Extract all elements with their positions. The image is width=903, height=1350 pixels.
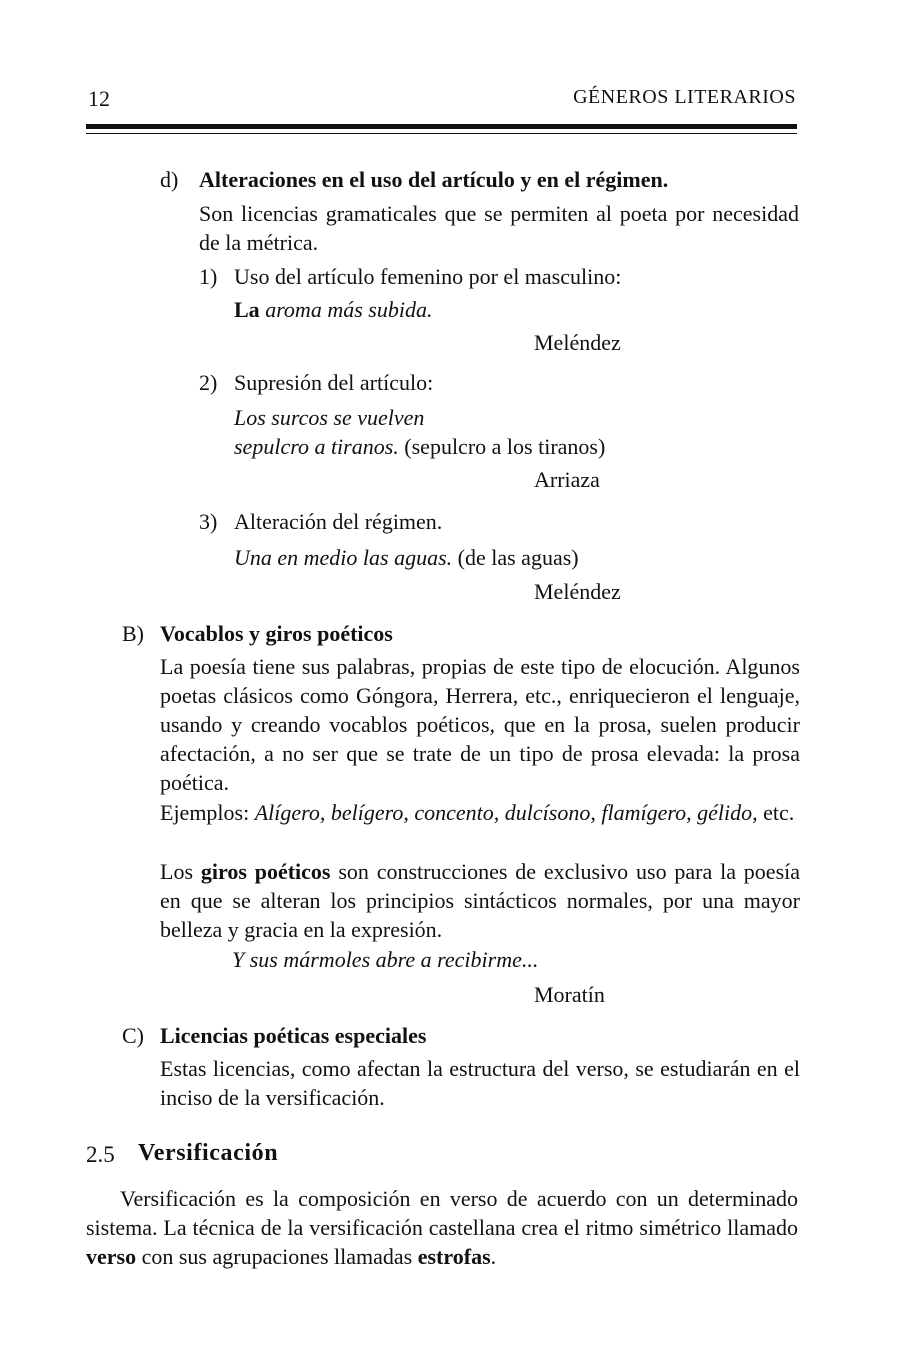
section-b-examples-italic: Alígero, belígero, concento, dulcísono, flamígero, gélido, <box>254 800 758 825</box>
header-rule-thin <box>86 133 797 134</box>
sub1-example-italic: aroma más subida. <box>259 297 433 322</box>
item-d-label: d) <box>160 167 179 192</box>
sub1-text: Uso del artículo femenino por el masculino: <box>234 264 622 289</box>
section-b-label: B) <box>122 621 144 646</box>
sub2-verse2-italic: sepulcro a tiranos. <box>234 434 399 459</box>
section-25-para-start: Versificación es la composición en verso de acuerdo con un determinado sistema. La técnica de la versificación castellana crea el ritmo simétrico llamado <box>86 1186 798 1240</box>
section-b-quote <box>232 945 792 974</box>
sub2-text: Supresión del artículo: <box>234 370 434 395</box>
section-25-number: 2.5 <box>86 1142 115 1167</box>
sub3-label: 3) <box>199 509 218 534</box>
sub3-author: Meléndez <box>534 579 621 604</box>
section-25-bold-verso: verso <box>86 1244 137 1269</box>
section-25-bold-estrofas: estrofas <box>417 1244 491 1269</box>
sub1-example-bold: La <box>234 297 260 322</box>
sub3-text: Alteración del régimen. <box>234 509 443 534</box>
sub2-verse1-italic: Los surcos se vuelven <box>234 405 425 430</box>
section-b-para3-start: Los <box>160 859 201 884</box>
section-b-quote-italic: Y sus mármoles abre a recibirme... <box>232 947 539 972</box>
header-rule-thick <box>86 124 797 129</box>
sub3-example-italic: Una en medio las aguas. <box>234 545 453 570</box>
section-b-para3-rest: son construcciones de exclusivo uso para la poesía en que se alteran los principios sintácticos normales, por una mayor belleza y gracia en la expresión. <box>160 859 801 942</box>
section-b-author: Moratín <box>534 982 605 1007</box>
sub2-verse2-note: (sepulcro a los tiranos) <box>398 434 606 459</box>
sub2-author: Arriaza <box>534 467 600 492</box>
section-b-examples <box>160 798 800 827</box>
section-25-title: Versificación <box>138 1140 279 1166</box>
item-d-title: Alteraciones en el uso del artículo y en el régimen. <box>199 167 669 192</box>
section-c-para: Estas licencias, como afectan la estructura del verso, se estudiarán en el inciso de la versificación. <box>160 1056 800 1110</box>
sub3-example-note: (de las aguas) <box>452 545 579 570</box>
sub2-verse1 <box>234 403 794 432</box>
section-b-para1: La poesía tiene sus palabras, propias de este tipo de elocución. Algunos poetas clásicos como Góngora, Herrera, etc., enriquecieron el lenguaje, usando y creando vocablos poéticos, que en la prosa, suelen producir afectación, a no ser que se trate de un tipo de prosa elevada: la prosa poética. <box>160 654 800 795</box>
section-b-title: Vocablos y giros poéticos <box>160 621 393 646</box>
section-c-label: C) <box>122 1023 144 1048</box>
section-25-para <box>86 1184 798 1271</box>
section-b-para3-bold: giros poéticos <box>200 859 331 884</box>
item-d-intro: Son licencias gramaticales que se permiten al poeta por necesidad de la métrica. <box>199 201 799 255</box>
section-25-para-end: . <box>490 1244 497 1269</box>
section-b-para3 <box>160 857 800 944</box>
section-b-examples-suffix: etc. <box>757 800 795 825</box>
section-c-title: Licencias poéticas especiales <box>160 1023 427 1048</box>
sub1-label: 1) <box>199 264 218 289</box>
section-25-para-mid: con sus agrupaciones llamadas <box>136 1244 418 1269</box>
running-title: GÉNEROS LITERARIOS <box>573 86 796 108</box>
sub1-author: Meléndez <box>534 330 621 355</box>
sub1-example <box>234 295 794 324</box>
sub2-label: 2) <box>199 370 218 395</box>
sub2-verse2 <box>234 432 794 461</box>
sub3-example <box>234 543 794 572</box>
page-number: 12 <box>88 86 110 111</box>
section-b-examples-prefix: Ejemplos: <box>160 800 255 825</box>
